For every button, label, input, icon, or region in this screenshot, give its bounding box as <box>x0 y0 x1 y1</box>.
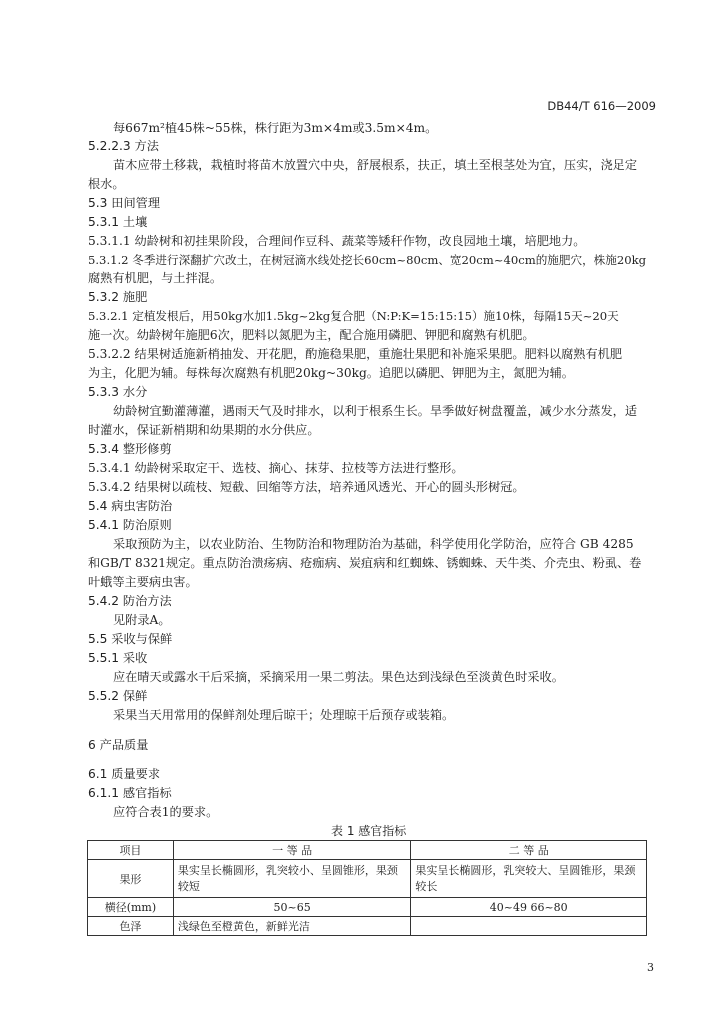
section-heading: 6.1.1 感官指标 <box>88 786 172 800</box>
section-heading: 5.4.2 防治方法 <box>88 594 172 608</box>
table-header-cell: 一 等 品 <box>173 841 411 860</box>
text-line: 见附录A。 <box>113 613 171 627</box>
table-cell: 50~65 <box>173 898 411 917</box>
text-line: 和GB/T 8321规定。重点防治溃疡病、疮痂病、炭疽病和红蜘蛛、锈蜘蛛、天牛类、介壳虫、粉虱、卷 <box>88 556 642 570</box>
section-heading: 5.5 采收与保鲜 <box>88 632 173 646</box>
section-heading: 5.4 病虫害防治 <box>88 499 173 513</box>
chapter-heading: 6 产品质量 <box>88 738 149 752</box>
table-cell: 果实呈长椭圆形，乳突较大、呈圆锥形，果颈较长 <box>411 860 647 898</box>
section-heading: 5.3.1 土壤 <box>88 215 148 229</box>
table-cell: 横径(mm) <box>88 898 174 917</box>
document-code: DB44/T 616—2009 <box>547 99 656 113</box>
section-heading: 5.5.2 保鲜 <box>88 689 148 703</box>
text-line: 腐熟有机肥，与土拌混。 <box>88 271 223 285</box>
table-cell: 40~49 66~80 <box>411 898 647 917</box>
text-line: 每667m²植45株~55株，株行距为3m×4m或3.5m×4m。 <box>113 121 438 135</box>
sensory-index-table <box>87 840 647 936</box>
section-heading: 5.3.3 水分 <box>88 385 148 399</box>
table-header-cell: 二 等 品 <box>411 841 647 860</box>
table-cell: 果实呈长椭圆形，乳突较小、呈圆锥形，果颈较短 <box>173 860 411 898</box>
section-heading: 5.3.4 整形修剪 <box>88 442 172 456</box>
section-heading: 5.2.2.3 方法 <box>88 139 159 153</box>
section-heading: 5.3.2 施肥 <box>88 290 148 304</box>
table-cell <box>411 917 647 936</box>
text-line: 应在晴天或露水干后采摘，采摘采用一果二剪法。果色达到浅绿色至淡黄色时采收。 <box>113 670 564 684</box>
text-line: 施一次。幼龄树年施肥6次，肥料以氮肥为主，配合施用磷肥、钾肥和腐熟有机肥。 <box>88 328 535 342</box>
table-cell: 果形 <box>88 860 174 898</box>
text-line: 5.3.1.2 冬季进行深翻扩穴改土，在树冠滴水线处挖长60cm~80cm、宽20cm~40cm的施肥穴，株施20kg <box>88 253 647 267</box>
section-heading: 5.3 田间管理 <box>88 196 161 210</box>
table-header-row <box>88 841 647 860</box>
text-line: 5.3.2.2 结果树适施新梢抽发、开花肥，酌施稳果肥，重施壮果肥和补施采果肥。肥料以腐熟有机肥 <box>88 347 623 361</box>
text-line: 苗木应带土移栽，栽植时将苗木放置穴中央，舒展根系，扶正，填土至根茎处为宜，压实，浇足定 <box>113 158 638 172</box>
text-line: 5.3.2.1 定植发根后，用50kg水加1.5kg~2kg复合肥（N:P:K=15:15:15）施10株，每隔15天~20天 <box>88 309 619 323</box>
text-line: 时灌水，保证新梢期和幼果期的水分供应。 <box>88 423 320 437</box>
table-row <box>88 917 647 936</box>
table-row <box>88 860 647 898</box>
table-caption: 表 1 感官指标 <box>331 824 407 838</box>
text-line: 根水。 <box>88 177 125 191</box>
table-cell: 浅绿色至橙黄色，新鲜光洁 <box>173 917 411 936</box>
text-line: 幼龄树宜勤灌薄灌，遇雨天气及时排水，以利于根系生长。旱季做好树盘覆盖，减少水分蒸发，适 <box>113 404 638 418</box>
section-heading: 6.1 质量要求 <box>88 767 161 781</box>
table-row <box>88 898 647 917</box>
text-line: 采取预防为主，以农业防治、生物防治和物理防治为基础，科学使用化学防治，应符合 GB 4285 <box>113 537 634 551</box>
section-heading: 5.5.1 采收 <box>88 651 148 665</box>
table-header-cell: 项目 <box>88 841 174 860</box>
text-line: 5.3.4.2 结果树以疏枝、短截、回缩等方法，培养通风透光、开心的圆头形树冠。 <box>88 480 525 494</box>
text-line: 应符合表1的要求。 <box>113 805 219 819</box>
page-number: 3 <box>647 961 654 974</box>
section-heading: 5.4.1 防治原则 <box>88 518 172 532</box>
table-cell: 色泽 <box>88 917 174 936</box>
text-line: 5.3.1.1 幼龄树和初挂果阶段，合理间作豆科、蔬菜等矮秆作物，改良园地土壤，培肥地力。 <box>88 234 586 248</box>
text-line: 采果当天用常用的保鲜剂处理后晾干；处理晾干后预存或装箱。 <box>113 708 455 722</box>
text-line: 为主，化肥为辅。每株每次腐熟有机肥20kg~30kg。追肥以磷肥、钾肥为主，氮肥为辅。 <box>88 366 574 380</box>
text-line: 5.3.4.1 幼龄树采取定干、选枝、摘心、抹芽、拉枝等方法进行整形。 <box>88 461 464 475</box>
text-line: 叶蛾等主要病虫害。 <box>88 575 198 589</box>
